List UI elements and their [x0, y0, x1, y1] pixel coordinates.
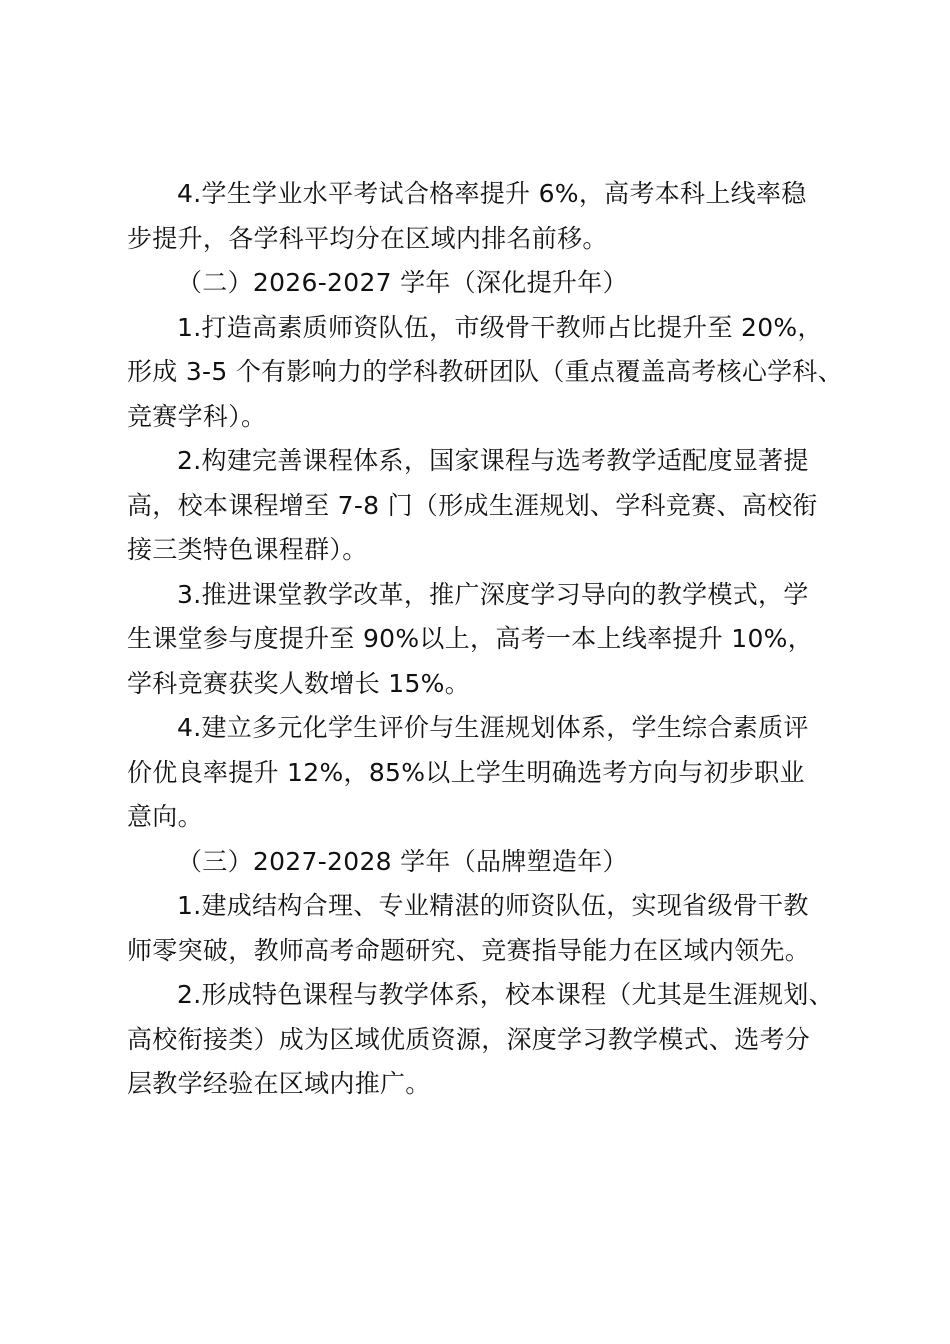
paragraph-item-1-teaching-staff [127, 884, 827, 973]
paragraph-line: 层教学经验在区域内推广。 [127, 1069, 431, 1098]
paragraph-line: 竞赛学科）。 [127, 401, 267, 431]
paragraph-line: 生课堂参与度提升至 90%以上，高考一本上线率提升 10%， [127, 624, 814, 653]
document-body [127, 172, 844, 1107]
paragraph-item-4-evaluation [127, 706, 827, 840]
paragraph-line: 4.学生学业水平考试合格率提升 6%，高考本科上线率稳 [177, 179, 807, 208]
section-heading-line: （二）2026-2027 学年（深化提升年） [177, 268, 628, 297]
paragraph-line: 步提升，各学科平均分在区域内排名前移。 [127, 223, 608, 253]
paragraph-item-4-academic-exam [127, 172, 827, 261]
section-heading-line: （三）2027-2028 学年（品牌塑造年） [177, 846, 628, 876]
paragraph-line: 价优良率提升 12%，85%以上学生明确选考方向与初步职业 [127, 757, 805, 787]
section-heading-2027-2028 [127, 840, 827, 885]
paragraph-line: 3.推进课堂教学改革，推广深度学习导向的教学模式，学 [177, 579, 809, 609]
paragraph-item-2-curriculum [127, 439, 827, 573]
paragraph-line: 4.建立多元化学生评价与生涯规划体系，学生综合素质评 [177, 713, 809, 742]
paragraph-line: 高校衔接类）成为区域优质资源，深度学习教学模式、选考分 [127, 1024, 811, 1054]
paragraph-line: 2.形成特色课程与教学体系，校本课程（尤其是生涯规划、 [177, 980, 834, 1009]
paragraph-line: 学科竞赛获奖人数增长 15%。 [127, 668, 471, 698]
paragraph-line: 接三类特色课程群）。 [127, 535, 368, 564]
paragraph-line: 师零突破，教师高考命题研究、竞赛指导能力在区域内领先。 [127, 935, 811, 965]
paragraph-line: 高，校本课程增至 7-8 门（形成生涯规划、学科竞赛、高校衔 [127, 490, 818, 520]
paragraph-line: 1.建成结构合理、专业精湛的师资队伍，实现省级骨干教 [177, 891, 809, 920]
section-heading-2026-2027 [127, 261, 827, 306]
paragraph-line: 1.打造高素质师资队伍，市级骨干教师占比提升至 20%， [177, 312, 823, 342]
paragraph-item-1-teacher-team [127, 306, 844, 440]
paragraph-line: 2.构建完善课程体系，国家课程与选考教学适配度显著提 [177, 446, 809, 475]
paragraph-item-3-classroom-reform [127, 573, 827, 707]
paragraph-line: 意向。 [127, 802, 203, 831]
paragraph-line: 形成 3-5 个有影响力的学科教研团队（重点覆盖高考核心学科、 [127, 357, 844, 386]
paragraph-item-2-curriculum-system [127, 973, 834, 1107]
